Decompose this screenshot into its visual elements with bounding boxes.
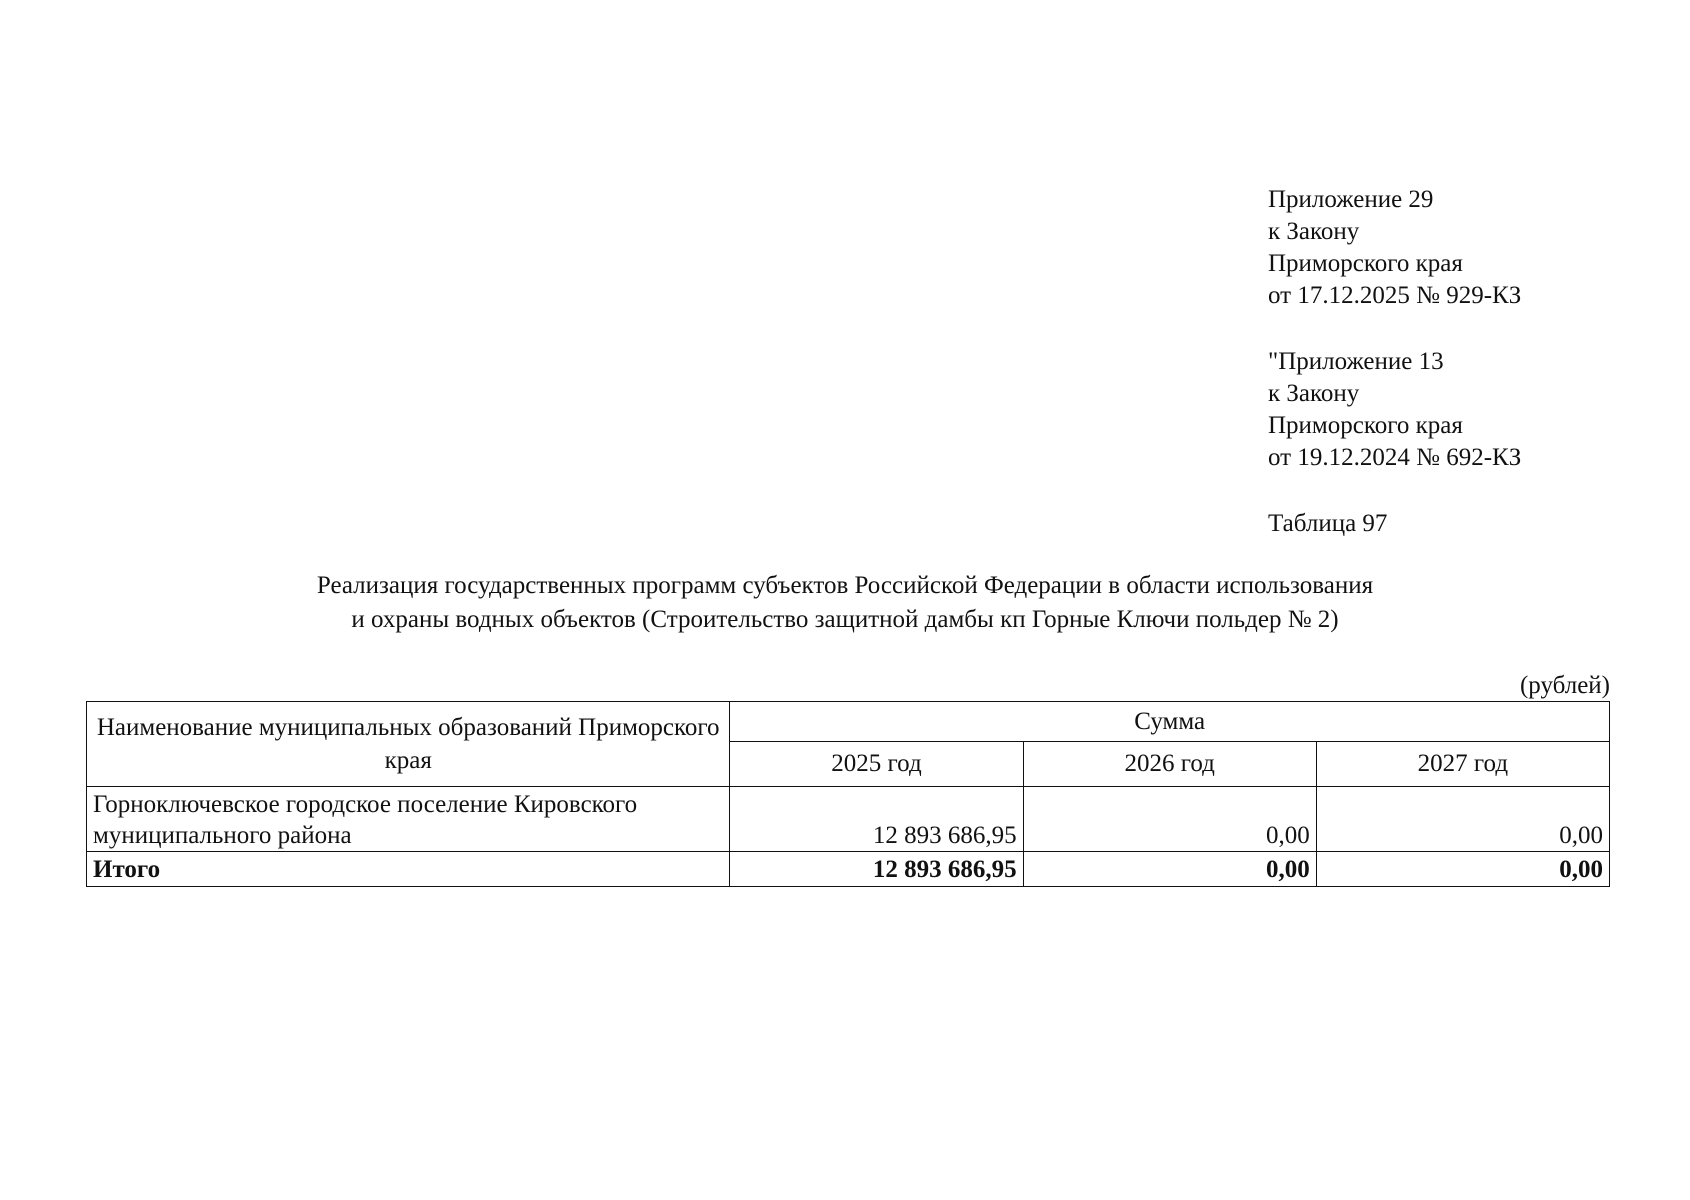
row-value-2025: 12 893 686,95 (730, 787, 1023, 852)
row-municipality-name: Горноключевское городское поселение Кировского муниципального района (87, 787, 730, 852)
units-label: (рублей) (1519, 672, 1610, 699)
annex-original-line-4: от 19.12.2024 № 692-КЗ (1268, 444, 1522, 471)
annex-current-line-1: Приложение 29 (1268, 186, 1434, 213)
annex-original-line-2: к Закону (1268, 380, 1360, 407)
total-label: Итого (87, 852, 730, 887)
annex-current-line-3: Приморского края (1268, 250, 1463, 277)
header-municipality-name: Наименование муниципальных образований Приморского края (87, 702, 730, 787)
header-year-2026: 2026 год (1023, 742, 1316, 787)
annex-original-block (1268, 346, 1521, 474)
total-value-2025: 12 893 686,95 (730, 852, 1023, 887)
header-year-2027: 2027 год (1316, 742, 1609, 787)
table-number: Таблица 97 (1268, 510, 1388, 537)
annex-current-line-4: от 17.12.2025 № 929-КЗ (1268, 282, 1522, 309)
document-title-line-2: и охраны водных объектов (Строительство защитной дамбы кп Горные Ключи польдер № 2) (351, 606, 1339, 633)
annex-original-line-3: Приморского края (1268, 412, 1463, 439)
total-value-2027: 0,00 (1316, 852, 1609, 887)
table-header-row (87, 702, 1610, 742)
annex-current-block (1268, 184, 1521, 312)
funding-table (86, 701, 1610, 887)
table-row (87, 787, 1610, 852)
total-value-2026: 0,00 (1023, 852, 1316, 887)
header-year-2025: 2025 год (730, 742, 1023, 787)
document-title (0, 569, 1690, 637)
annex-current-line-2: к Закону (1268, 218, 1360, 245)
annex-original-line-1: "Приложение 13 (1268, 348, 1444, 375)
row-value-2026: 0,00 (1023, 787, 1316, 852)
document-title-line-1: Реализация государственных программ субъектов Российской Федерации в области использования (316, 572, 1374, 599)
table-total-row (87, 852, 1610, 887)
row-value-2027: 0,00 (1316, 787, 1609, 852)
header-sum: Сумма (730, 702, 1610, 742)
